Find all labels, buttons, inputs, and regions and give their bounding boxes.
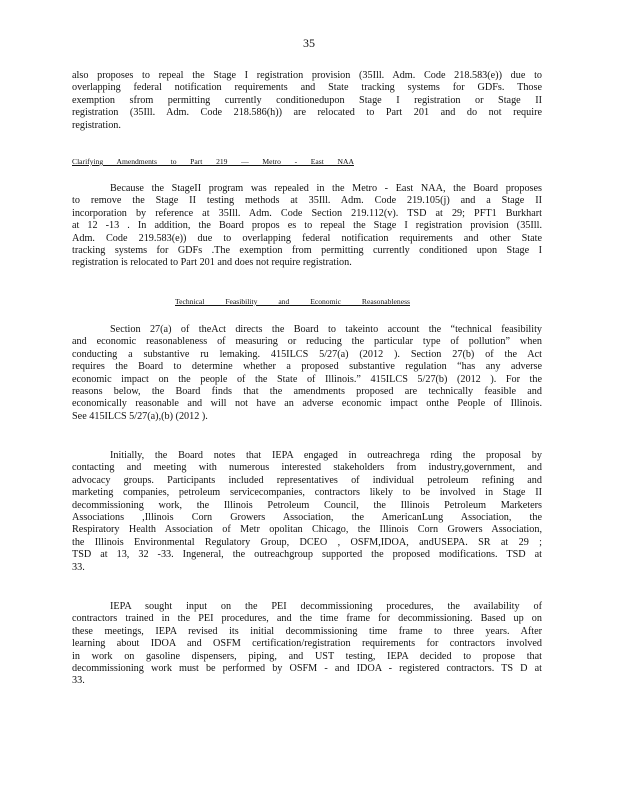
text-line: TSD at 13, 32 -33. Ingeneral, the outreachgroup supported the proposed modifications. TSD at xyxy=(72,549,542,561)
text-line: decommissioning work, the Illinois Petroleum Council, the Illinois Petroleum Marketers xyxy=(72,499,542,511)
text-line: Respiratory Health Association of Metr opolitan Chicago, the Illinois Corn Growers Association, xyxy=(72,524,542,536)
text-line: Initially, the Board notes that IEPA engaged in outreachrega rding the proposal by xyxy=(110,450,542,461)
text-line: the Illinois Environmental Regulatory Group, DCEO , OSFM,IDOA, andUSEPA. SR at 29 ; xyxy=(72,536,542,548)
text-line: to remove the Stage II testing methods at 35Ill. Adm. Code 219.105(j) and a Stage II xyxy=(72,195,542,207)
section-heading-part-219: Clarifying Amendments to Part 219 — Metro - East NAA xyxy=(72,157,354,166)
text-line: overlapping federal notification requirements and State tracking systems for GDFs. Those xyxy=(72,82,542,94)
paragraph-metro-east xyxy=(72,183,542,270)
text-line: decommissioning work must be performed by OSFM - and IDOA - registered contractors. TS D at xyxy=(72,663,542,675)
text-line: IEPA sought input on the PEI decommissioning procedures, the availability of xyxy=(110,601,542,612)
text-line: registration. xyxy=(72,119,121,131)
paragraph-section-27 xyxy=(72,324,542,423)
text-line: in work on gasoline dispensers, piping, and UST testing, IEPA decided to propose that xyxy=(72,650,542,662)
text-line: learning about IDOA and OSFM certification/registration requirements for contractors involved xyxy=(72,638,542,650)
text-line: registration (35Ill. Adm. Code 218.586(h)) are relocated to Part 201 and do not require xyxy=(72,107,542,119)
page-number: 35 xyxy=(303,36,315,50)
section-heading-technical-feasibility: Technical Feasibility and Economic Reasonableness xyxy=(175,297,410,306)
text-line: at 12 -13 . In addition, the Board propos es to repeal the Stage I registration provision (35Ill. xyxy=(72,220,542,232)
paragraph-outreach xyxy=(72,450,542,574)
text-line: Section 27(a) of theAct directs the Board to takeinto account the “technical feasibility xyxy=(110,324,542,335)
text-line: marketing companies, petroleum servicecompanies, contractors likely to be involved in Stage II xyxy=(72,487,542,499)
text-line: Adm. Code 219.583(e)) due to overlapping federal notification requirements and other State xyxy=(72,232,542,244)
text-line: Because the StageII program was repealed in the Metro - East NAA, the Board proposes xyxy=(110,183,542,194)
text-line: economically reasonable and will not have an adverse economic impact onthe People of Illinois. xyxy=(72,398,542,410)
text-line: conducting a substantive ru lemaking. 415ILCS 5/27(a) (2012 ). Section 27(b) of the Act xyxy=(72,348,542,360)
text-line: economic impact on the people of the State of Illinois.” 415ILCS 5/27(b) (2012 ). For the xyxy=(72,373,542,385)
paragraph-pei-input xyxy=(72,601,542,688)
text-line: contractors trained in the PEI procedures, and the time frame for decommissioning. Based up on xyxy=(72,613,542,625)
text-line: tracking systems for GDFs .The exemption from permitting currently conditioned upon Stage I xyxy=(72,245,542,257)
text-line: requires the Board to determine whether a proposed substantive regulation “has any adverse xyxy=(72,361,542,373)
text-line: incorporation by reference at 35Ill. Adm. Code Section 219.112(v). TSD at 29; PFT1 Burkhart xyxy=(72,207,542,219)
text-line: reasons below, the Board finds that the amendments proposed are technically feasible and xyxy=(72,386,542,398)
text-line: also proposes to repeal the Stage I registration provision (35Ill. Adm. Code 218.583(e)) due to xyxy=(72,70,542,81)
text-line: Associations ,Illinois Corn Growers Association, the AmericanLung Association, the xyxy=(72,512,542,524)
text-line: 33. xyxy=(72,561,85,573)
text-line: exemption sfrom permitting currently conditionedupon Stage I registration or Stage II xyxy=(72,94,542,106)
text-line: 33. xyxy=(72,675,85,687)
text-line: and economic reasonableness of measuring or reducing the particular type of pollution” when xyxy=(72,336,542,348)
paragraph-stage-i-repeal xyxy=(72,70,542,132)
text-line: contacting and meeting with numerous interested stakeholders from industry,government, and xyxy=(72,462,542,474)
text-line: registration is relocated to Part 201 and does not require registration. xyxy=(72,257,352,269)
text-line: these meetings, IEPA revised its initial decommissioning time frame to three years. After xyxy=(72,625,542,637)
text-line: advocacy groups. Participants included representatives of individual petroleum refining and xyxy=(72,474,542,486)
text-line: See 415ILCS 5/27(a),(b) (2012 ). xyxy=(72,410,208,422)
